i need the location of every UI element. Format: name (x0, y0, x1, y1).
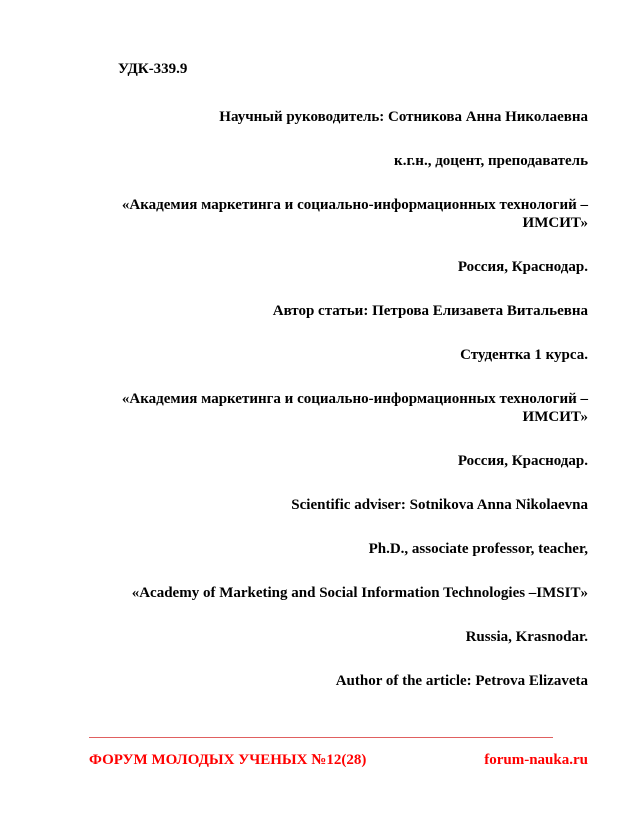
adviser-en: Scientific adviser: Sotnikova Anna Nikolaevna (291, 497, 588, 513)
journal-name: ФОРУМ МОЛОДЫХ УЧЕНЫХ №12(28) (89, 752, 367, 768)
institution-ru-line1: «Академия маркетинга и социально-информационных технологий – (121, 197, 588, 213)
location-ru: Россия, Краснодар. (457, 259, 588, 275)
adviser-degree-en: Ph.D., associate professor, teacher, (368, 541, 588, 557)
adviser-degree-ru: к.г.н., доцент, преподаватель (394, 153, 588, 169)
footer-divider (89, 737, 553, 738)
author-status-ru: Студентка 1 курса. (460, 347, 588, 363)
udk-code: УДК-339.9 (118, 61, 188, 77)
location-en: Russia, Krasnodar. (465, 629, 588, 645)
institution-ru-2-line2: ИМСИТ» (522, 409, 588, 425)
adviser-ru: Научный руководитель: Сотникова Анна Николаевна (219, 109, 588, 125)
location-ru-2: Россия, Краснодар. (457, 453, 588, 469)
author-ru: Автор статьи: Петрова Елизавета Витальевна (272, 303, 588, 319)
author-en: Author of the article: Petrova Elizaveta (335, 673, 588, 689)
institution-ru-2-line1: «Академия маркетинга и социально-информационных технологий – (121, 391, 588, 407)
institution-en: «Academy of Marketing and Social Information Technologies –IMSIT» (131, 585, 588, 601)
journal-site: forum-nauka.ru (484, 752, 588, 768)
institution-ru-line2: ИМСИТ» (522, 215, 588, 231)
